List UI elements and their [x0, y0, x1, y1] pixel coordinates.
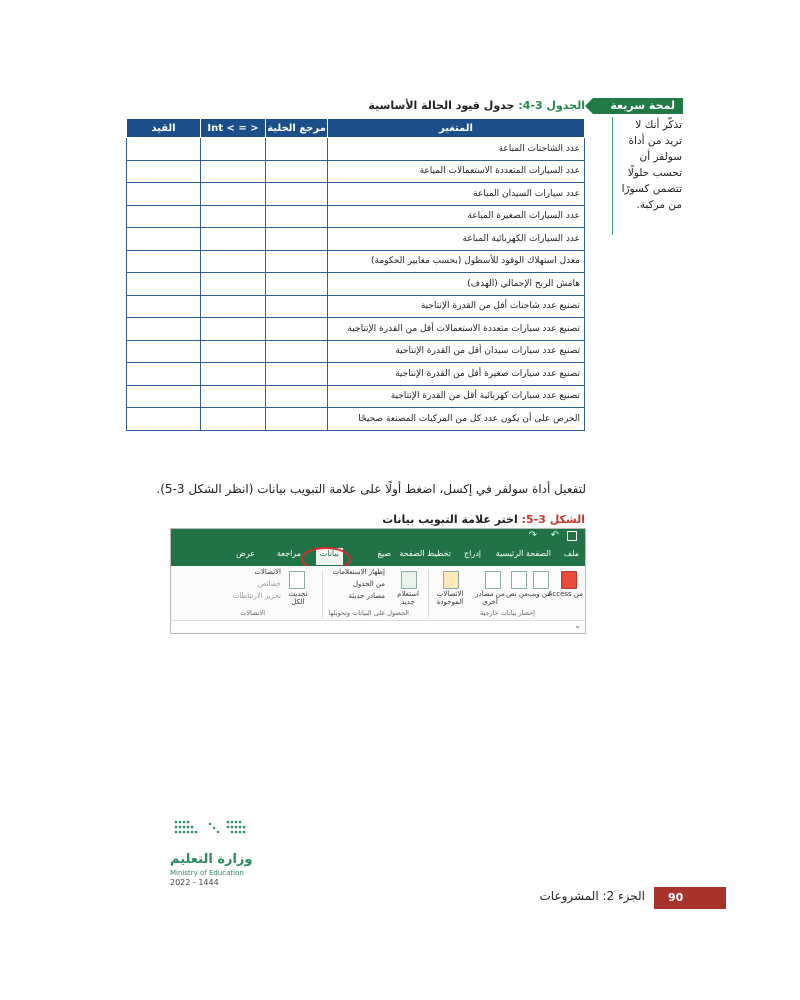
tip-line: تحسب حلولًا [627, 167, 682, 179]
from-table-button[interactable]: من الجدول [352, 580, 385, 588]
table-row [127, 363, 585, 386]
cell-ref-cell[interactable] [266, 183, 328, 206]
int-cell[interactable] [201, 250, 266, 273]
int-cell[interactable] [201, 318, 266, 341]
redo-icon[interactable]: ↷ [528, 530, 537, 541]
figure-caption-number: الشكل 3-5: [521, 513, 585, 526]
tab-file[interactable]: ملف [563, 549, 579, 558]
logo-arabic-text: وزارة التعليم [170, 852, 253, 867]
table-row [127, 205, 585, 228]
tip-line: تتضمن كسورًا [621, 183, 682, 195]
table-row [127, 385, 585, 408]
variable-cell: عدد السيارات الصغيرة المباعة [328, 205, 585, 228]
table-row [127, 250, 585, 273]
variable-cell: تصنيع عدد سيارات متعددة الاستعمالات أقل من القدرة الإنتاجية [328, 318, 585, 341]
web-icon[interactable] [533, 571, 549, 589]
tab-page-layout[interactable]: تخطيط الصفحة [399, 549, 451, 558]
variable-cell: هامش الربح الإجمالي (الهدف) [328, 273, 585, 296]
cell-ref-cell[interactable] [266, 295, 328, 318]
int-cell[interactable] [201, 160, 266, 183]
from-web-button[interactable]: من ويب [527, 590, 551, 598]
other-sources-icon[interactable] [485, 571, 501, 589]
excel-ribbon [170, 528, 586, 634]
variable-cell: عدد السيارات المتعددة الاستعمالات المباعة [328, 160, 585, 183]
constraint-cell[interactable] [127, 205, 201, 228]
table-row [127, 228, 585, 251]
group-divider [322, 570, 323, 618]
new-query-icon[interactable] [401, 571, 417, 589]
int-cell[interactable] [201, 138, 266, 161]
int-cell[interactable] [201, 183, 266, 206]
page-number: 90 [654, 887, 726, 909]
new-query-button[interactable]: استعلام جديد [397, 590, 419, 606]
tab-insert[interactable]: إدراج [463, 549, 481, 558]
variable-cell: عدد سيارات السيدان المباعة [328, 183, 585, 206]
int-cell[interactable] [201, 205, 266, 228]
edit-links-button[interactable]: تحرير الارتباطات [232, 592, 281, 600]
tab-home[interactable]: الصفحة الرئيسية [495, 549, 551, 558]
logo-year: 2022 - 1444 [170, 878, 219, 887]
constraint-cell[interactable] [127, 160, 201, 183]
cell-ref-cell[interactable] [266, 250, 328, 273]
existing-connections-button[interactable]: الاتصالات الموجودة [436, 590, 464, 606]
quick-access-toolbar [171, 529, 585, 546]
table-row [127, 183, 585, 206]
from-text-button[interactable]: من نص [506, 590, 528, 598]
table-row [127, 273, 585, 296]
variable-cell: تصنيع عدد سيارات سيدان أقل من القدرة الإنتاجية [328, 340, 585, 363]
constraint-cell[interactable] [127, 408, 201, 431]
show-queries-button[interactable]: إظهار الاستعلامات [332, 568, 385, 576]
int-cell[interactable] [201, 228, 266, 251]
undo-icon[interactable]: ↶ [550, 530, 559, 541]
group-external-data: إحضار بيانات خارجية [480, 609, 535, 617]
from-other-sources-button[interactable]: من مصادر أخرى [475, 590, 505, 606]
variable-cell: تصنيع عدد سيارات كهربائية أقل من القدرة الإنتاجية [328, 385, 585, 408]
constraint-cell[interactable] [127, 273, 201, 296]
header-int: Int < = > [201, 119, 266, 138]
constraint-cell[interactable] [127, 318, 201, 341]
constraint-cell[interactable] [127, 385, 201, 408]
variable-cell: تصنيع عدد سيارات صغيرة أقل من القدرة الإنتاجية [328, 363, 585, 386]
ministry-logo-icon [170, 818, 250, 838]
int-cell[interactable] [201, 295, 266, 318]
variable-cell: الحرص على أن يكون عدد كل من المركبات المصنعة صحيحًا [328, 408, 585, 431]
chevron-down-icon[interactable]: ⌄ [574, 621, 581, 630]
cell-ref-cell[interactable] [266, 408, 328, 431]
connections-button[interactable]: الاتصالات [254, 568, 281, 576]
variable-cell: عدد الشاحنات المباعة [328, 138, 585, 161]
tab-review[interactable]: مراجعة [276, 549, 301, 558]
table-row [127, 340, 585, 363]
text-icon[interactable] [511, 571, 527, 589]
table-row [127, 138, 585, 161]
table-caption [300, 99, 585, 112]
cell-ref-cell[interactable] [266, 160, 328, 183]
table-row [127, 318, 585, 341]
group-divider [428, 570, 429, 618]
int-cell[interactable] [201, 385, 266, 408]
ribbon-body [171, 566, 585, 620]
variable-cell: عدد السيارات الكهربائية المباعة [328, 228, 585, 251]
tip-line: تريد من أداة [628, 135, 682, 147]
cell-ref-cell[interactable] [266, 385, 328, 408]
constraint-cell[interactable] [127, 138, 201, 161]
header-variable: المتغير [328, 119, 585, 138]
tip-body [612, 117, 684, 235]
cell-ref-cell[interactable] [266, 363, 328, 386]
tab-view[interactable]: عرض [236, 549, 255, 558]
constraint-cell[interactable] [127, 183, 201, 206]
page-section-label: الجزء 2: المشروعات [539, 889, 645, 903]
constraints-table [126, 118, 585, 431]
constraint-cell[interactable] [127, 295, 201, 318]
group-connections: الاتصالات [240, 609, 265, 617]
figure-caption [380, 513, 585, 526]
group-get-transform: الحصول على البيانات وتحويلها [328, 609, 409, 617]
int-cell[interactable] [201, 408, 266, 431]
formula-bar[interactable] [171, 620, 585, 634]
cell-ref-cell[interactable] [266, 273, 328, 296]
access-icon[interactable] [561, 571, 577, 589]
properties-button[interactable]: خصائص [257, 580, 281, 588]
table-row [127, 408, 585, 431]
cell-ref-cell[interactable] [266, 340, 328, 363]
tip-title: لمحة سريعة [593, 98, 683, 114]
table-row [127, 160, 585, 183]
ribbon-tabs [171, 546, 585, 566]
table-header-row [127, 119, 585, 138]
tip-line: سولفر أن [639, 151, 682, 163]
table-caption-text: جدول قيود الحالة الأساسية [368, 99, 519, 112]
int-cell[interactable] [201, 273, 266, 296]
tab-formulas[interactable]: صيغ [377, 549, 391, 558]
variable-cell: تصنيع عدد شاحنات أقل من القدرة الإنتاجية [328, 295, 585, 318]
cell-ref-cell[interactable] [266, 318, 328, 341]
tab-data[interactable]: بيانات [316, 548, 343, 565]
table-row [127, 295, 585, 318]
table-caption-number: الجدول 3-4: [518, 99, 585, 112]
figure-caption-text: اختر علامة التبويب بيانات [382, 513, 522, 526]
refresh-all-button[interactable]: تحديث الكل [288, 590, 308, 606]
logo-english-text: Ministry of Education [170, 869, 244, 877]
cell-ref-cell[interactable] [266, 138, 328, 161]
refresh-all-icon[interactable] [289, 571, 305, 589]
tip-line: تذكّر أنك لا [635, 119, 682, 131]
from-access-button[interactable]: من Access [547, 590, 583, 598]
tip-line: من مركبة. [636, 199, 682, 211]
int-cell[interactable] [201, 340, 266, 363]
int-cell[interactable] [201, 363, 266, 386]
constraint-cell[interactable] [127, 228, 201, 251]
constraint-cell[interactable] [127, 250, 201, 273]
cell-ref-cell[interactable] [266, 228, 328, 251]
constraint-cell[interactable] [127, 363, 201, 386]
cell-ref-cell[interactable] [266, 205, 328, 228]
body-paragraph: لتفعيل أداة سولفر في إكسل، اضغط أولًا على علامة التبويب بيانات (انظر الشكل 3-5). [156, 482, 586, 496]
variable-cell: معدل استهلاك الوقود للأسطول (بحسب معايير الحكومة) [328, 250, 585, 273]
constraint-cell[interactable] [127, 340, 201, 363]
header-constraint: القيد [127, 119, 201, 138]
existing-connections-icon[interactable] [443, 571, 459, 589]
recent-sources-button[interactable]: مصادر حديثة [348, 592, 385, 600]
save-icon[interactable] [567, 531, 577, 541]
header-cell-ref: مرجع الخلية [266, 119, 328, 138]
